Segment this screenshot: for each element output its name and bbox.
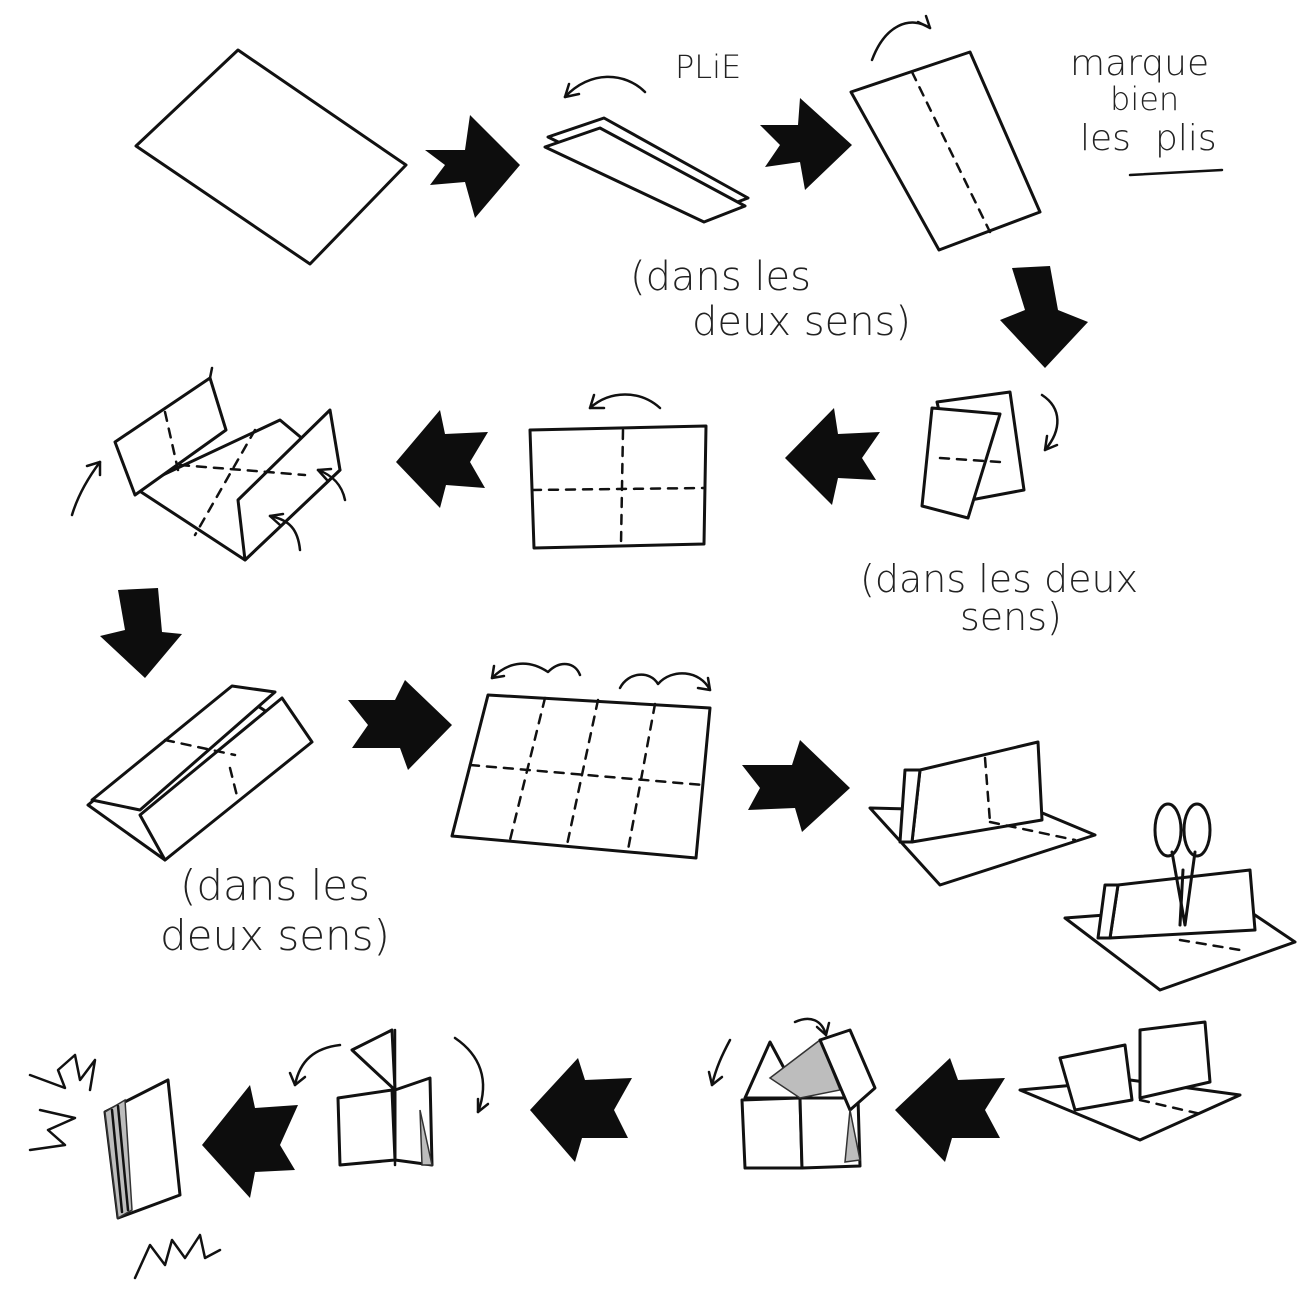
svg-text:sens): sens) bbox=[960, 595, 1062, 639]
step-fold-in-half bbox=[545, 48, 748, 222]
step-unfolded-eight-panels bbox=[452, 664, 710, 858]
marque-bien-les-plis-note bbox=[1070, 43, 1222, 175]
both-ways-note-2 bbox=[860, 557, 1138, 639]
step-unfolded-four-panels bbox=[530, 395, 706, 549]
arrow-right-1 bbox=[425, 115, 520, 218]
step-cut-scissors bbox=[1065, 804, 1295, 990]
step-open-slit bbox=[1020, 1022, 1240, 1140]
plie-label: PLiE bbox=[675, 48, 742, 86]
step-fold-quarter bbox=[922, 392, 1057, 518]
arrow-down-1 bbox=[1000, 266, 1088, 368]
step-fold-pages bbox=[290, 1030, 488, 1165]
step-unfold-crease bbox=[851, 16, 1040, 250]
both-ways-note-3 bbox=[160, 861, 390, 960]
arrow-right-3 bbox=[348, 680, 452, 770]
step-push-together bbox=[709, 1019, 875, 1168]
arrow-left-4 bbox=[530, 1058, 632, 1162]
svg-text:deux sens): deux sens) bbox=[692, 299, 911, 345]
arrow-left-3 bbox=[895, 1058, 1005, 1162]
svg-text:deux sens): deux sens) bbox=[160, 911, 390, 960]
step-finished-booklet bbox=[30, 1055, 220, 1278]
step-fold-edges-center bbox=[72, 368, 345, 560]
both-ways-note-1 bbox=[630, 254, 911, 345]
svg-text:(dans les: (dans les bbox=[180, 861, 371, 910]
svg-text:marque: marque bbox=[1070, 43, 1210, 84]
arrow-left-5 bbox=[202, 1085, 298, 1198]
arrow-left-2 bbox=[396, 410, 488, 508]
arrow-left-1 bbox=[785, 408, 880, 505]
svg-text:bien: bien bbox=[1110, 80, 1180, 118]
step-folded-strip bbox=[88, 686, 312, 860]
svg-text:plis: plis bbox=[1155, 118, 1217, 159]
svg-text:les: les bbox=[1080, 118, 1131, 159]
arrow-right-4 bbox=[742, 740, 850, 832]
svg-text:(dans les: (dans les bbox=[630, 254, 811, 300]
svg-text:(dans les deux: (dans les deux bbox=[860, 557, 1139, 601]
arrow-down-2 bbox=[100, 588, 182, 678]
step-flat-sheet bbox=[136, 50, 406, 264]
arrow-right-2 bbox=[760, 98, 852, 190]
step-tent-fold bbox=[870, 742, 1095, 885]
